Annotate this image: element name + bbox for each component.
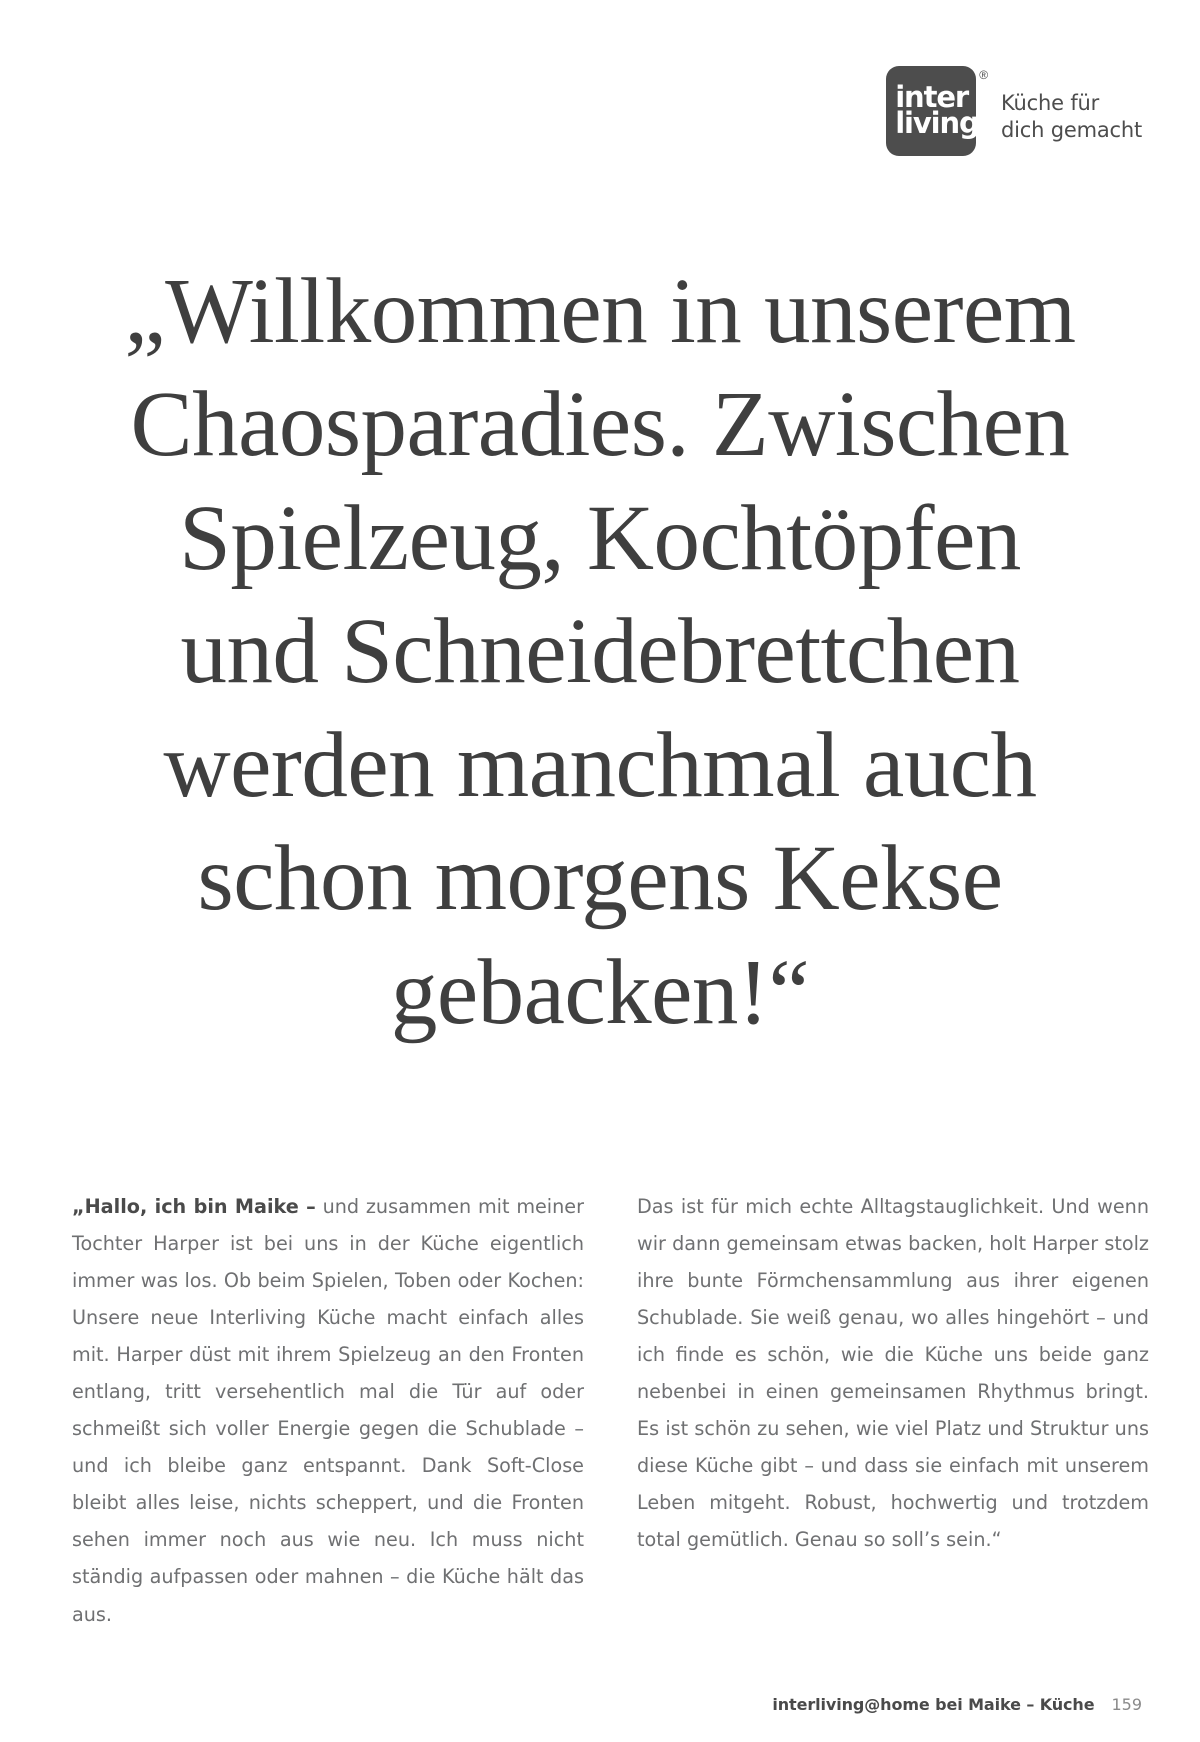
article-body xyxy=(72,1188,1150,1633)
body-column-right xyxy=(637,1188,1149,1633)
logo-mark-wrapper xyxy=(886,66,988,156)
headline-line: werden manchmal auch xyxy=(163,713,1037,817)
page-headline xyxy=(100,255,1100,1049)
headline-line: gebacken!“ xyxy=(390,940,810,1044)
logo-word-living: living xyxy=(895,106,979,140)
registered-trademark-icon: ® xyxy=(979,68,989,82)
headline-line: Chaosparadies. Zwischen xyxy=(130,373,1070,477)
footer-title: interliving@home bei Maike – Küche xyxy=(772,1695,1095,1714)
brand-logo xyxy=(886,66,1142,156)
body-text-right: Das ist für mich echte Alltagstauglichkeit. Und wenn wir dann gemeinsam etwas backen, holt Harper stolz ihre bunte Förmchensammlung aus ihrer eigenen Schublade. Sie weiß genau, wo alles hingehört – und ich finde es schön, wie die Küche uns beide ganz nebenbei in einen gemeinsamen Rhythmus bringt. Es ist schön zu sehen, wie viel Platz und Struktur uns diese Küche gibt – und dass sie einfach mit unserem Leben mitgeht. Robust, hochwertig und trotzdem total gemütlich. Genau so soll’s sein.“ xyxy=(637,1195,1149,1552)
body-lead-in: „Hallo, ich bin Maike – xyxy=(72,1195,316,1218)
body-text-left: und zusammen mit meiner Tochter Harper ist bei uns in der Küche eigentlich immer was los. Ob beim Spielen, Toben oder Kochen: Unsere neue Interliving Küche macht einfach alles mit. Harper düst mit ihrem Spielzeug an den Fronten entlang, tritt versehentlich mal die Tür auf oder schmeißt sich voller Energie gegen die Schublade – und ich bleibe ganz entspannt. Dank Soft-Close bleibt alles leise, nichts scheppert, und die Fronten sehen immer noch aus wie neu. Ich muss nicht ständig aufpassen oder mahnen – die Küche hält das aus. xyxy=(72,1195,584,1626)
brand-tagline-line2: dich gemacht xyxy=(1001,117,1142,142)
page-number: 159 xyxy=(1111,1695,1142,1714)
brand-tagline-line1: Küche für xyxy=(1001,91,1100,115)
body-column-left xyxy=(72,1188,584,1633)
headline-line: „Willkommen in unserem xyxy=(124,260,1076,363)
headline-line: schon morgens Kekse xyxy=(197,827,1003,931)
page-footer xyxy=(772,1695,1142,1714)
logo-word-inter: inter xyxy=(895,80,969,115)
interliving-logo-mark xyxy=(886,66,979,156)
brand-tagline xyxy=(1001,90,1142,144)
headline-line: und Schneidebrettchen xyxy=(180,600,1020,704)
headline-line: Spielzeug, Kochtöpfen xyxy=(179,486,1021,590)
